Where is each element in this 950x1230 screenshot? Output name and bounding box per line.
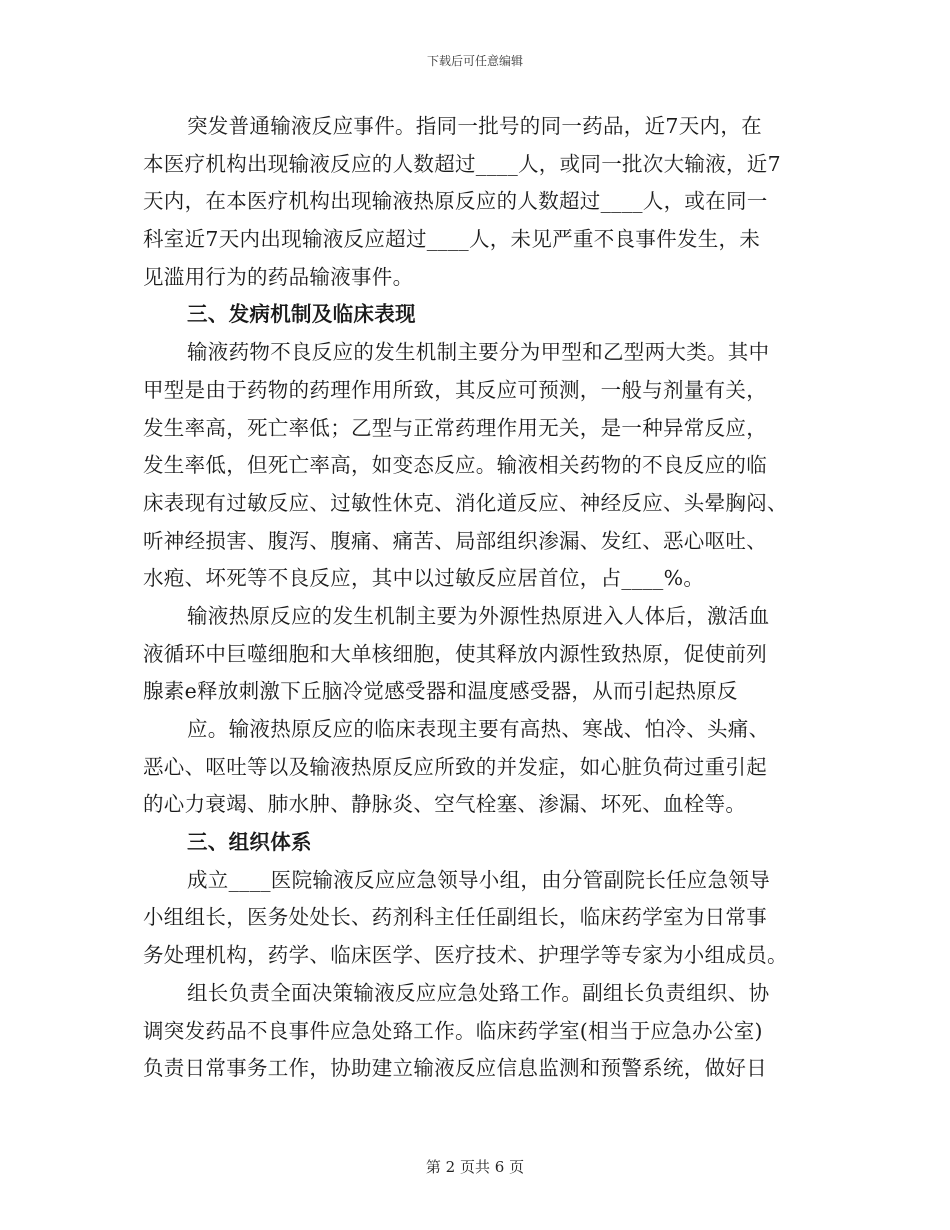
document-body <box>143 108 818 1088</box>
page-footer: 第 2 页共 6 页 <box>425 1158 525 1176</box>
text-line: 发生率低，但死亡率高，如变态反应。输液相关药物的不良反应的临 <box>143 453 767 478</box>
text-line: 恶心、呕吐等以及输液热原反应所致的并发症，如心脏负荷过重引起 <box>143 754 767 779</box>
text-line: 输液药物不良反应的发生机制主要分为甲型和乙型两大类。其中 <box>187 340 770 365</box>
text-line: 组长负责全面决策输液反应应急处臵工作。副组长负责组织、协 <box>187 980 770 1005</box>
text-line: 调突发药品不良事件应急处臵工作。临床药学室(相当于应急办公室) <box>143 1018 763 1043</box>
text-line: 天内，在本医疗机构出现输液热原反应的人数超过____人，或在同一 <box>143 189 768 214</box>
text-line: 突发普通输液反应事件。指同一批号的同一药品，近7天内，在 <box>187 114 762 138</box>
page-header: 下载后可任意编辑 <box>426 54 523 68</box>
text-line: 科室近7天内出现输液反应超过____人，未见严重不良事件发生，未 <box>143 227 761 252</box>
text-line: 腺素e释放刺激下丘脑冷觉感受器和温度感受器，从而引起热原反 <box>143 679 738 704</box>
text-line: 甲型是由于药物的药理作用所致，其反应可预测，一般与剂量有关， <box>143 377 767 402</box>
text-line: 成立____医院输液反应应急领导小组，由分管副院长任应急领导 <box>187 867 770 892</box>
text-line: 本医疗机构出现输液反应的人数超过____人，或同一批次大输液，近7 <box>143 151 781 176</box>
text-line: 床表现有过敏反应、过敏性休克、消化道反应、神经反应、头晕胸闷、 <box>143 490 788 515</box>
section-heading: 三、发病机制及临床表现 <box>187 302 416 327</box>
text-line: 负责日常事务工作，协助建立输液反应信息监测和预警系统，做好日 <box>143 1056 767 1081</box>
text-line: 水疱、坏死等不良反应，其中以过敏反应居首位，占____%。 <box>143 566 705 591</box>
text-line: 应。输液热原反应的临床表现主要有高热、寒战、怕冷、头痛、 <box>187 717 770 741</box>
text-line: 输液热原反应的发生机制主要为外源性热原进入人体后，激活血 <box>187 603 770 628</box>
text-line: 的心力衰竭、肺水肿、静脉炎、空气栓塞、渗漏、坏死、血栓等。 <box>143 792 747 817</box>
text-line: 见滥用行为的药品输液事件。 <box>143 264 414 289</box>
text-line: 务处理机构，药学、临床医学、医疗技术、护理学等专家为小组成员。 <box>143 943 788 968</box>
text-line: 液循环中巨噬细胞和大单核细胞，使其释放内源性致热原，促使前列 <box>143 641 767 666</box>
section-heading: 三、组织体系 <box>187 830 312 855</box>
text-line: 小组组长，医务处处长、药剂科主任任副组长，临床药学室为日常事 <box>143 905 767 930</box>
text-line: 发生率高，死亡率低；乙型与正常药理作用无关，是一种异常反应， <box>143 415 767 440</box>
text-line: 听神经损害、腹泻、腹痛、痛苦、局部组织渗漏、发红、恶心呕吐、 <box>143 528 767 553</box>
